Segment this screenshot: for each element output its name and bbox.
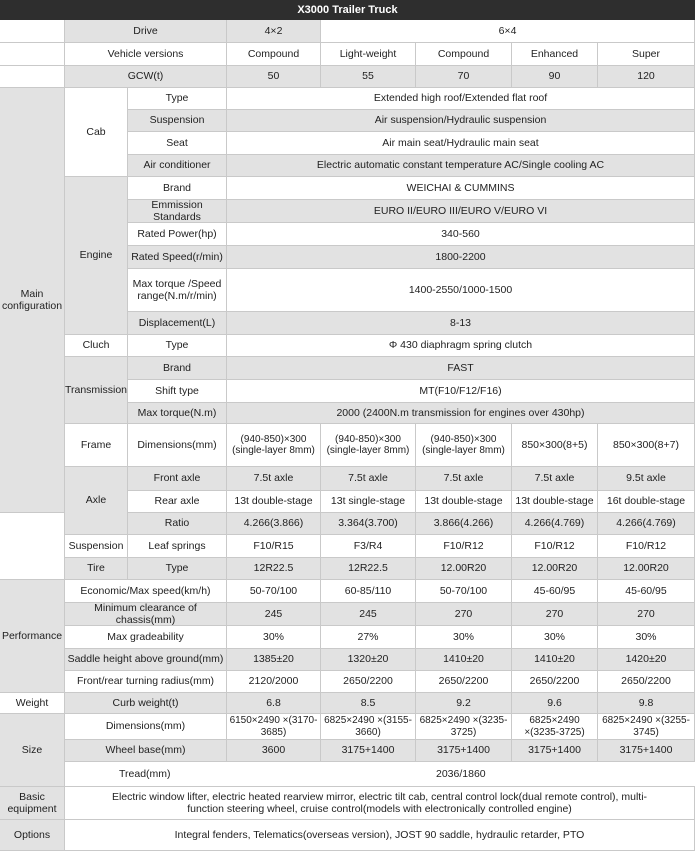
rated-power-value: 340-560 (227, 223, 695, 246)
suspension-label: Suspension (65, 535, 128, 558)
clutch-label: Cluch (65, 335, 128, 357)
size-dimensions-value: 6825×2490 ×(3155-3660) (321, 714, 416, 740)
clearance-value: 270 (416, 603, 512, 626)
front-axle-value: 7.5t axle (321, 467, 416, 491)
ratio-value: 4.266(3.866) (227, 513, 321, 535)
page-title: X3000 Trailer Truck (0, 0, 695, 20)
ratio-value: 4.266(4.769) (512, 513, 598, 535)
basic-equipment-value: Electric window lifter, electric heated rearview mirror, electric tilt cab, central control lock(dual remote control), multi-function steering wheel, cruise control(models with electronically controlled engine) (65, 787, 695, 820)
curb-weight-value: 9.8 (598, 693, 695, 714)
clutch-type-value: Φ 430 diaphragm spring clutch (227, 335, 695, 357)
curb-weight-value: 6.8 (227, 693, 321, 714)
gcw-value: 120 (598, 66, 695, 88)
speed-value: 50-70/100 (227, 580, 321, 603)
vehicle-versions-label: Vehicle versions (65, 43, 227, 66)
emission-label: Emmission Standards (128, 200, 227, 223)
tread-label: Tread(mm) (119, 767, 171, 780)
clearance-value: 245 (321, 603, 416, 626)
gcw-value: 50 (227, 66, 321, 88)
turning-radius-label: Front/rear turning radius(mm) (65, 671, 227, 693)
gradeability-value: 30% (512, 626, 598, 649)
tire-label: Tire (65, 558, 128, 580)
engine-torque-label: Max torque /Speed range(N.m/r/min) (128, 269, 227, 312)
front-axle-value: 7.5t axle (416, 467, 512, 491)
cab-suspension-label: Suspension (128, 110, 227, 132)
size-dimensions-label: Dimensions(mm) (65, 714, 227, 740)
speed-label: Economic/Max speed(km/h) (65, 580, 227, 603)
rated-speed-value: 1800-2200 (227, 246, 695, 269)
rear-axle-value: 16t double-stage (598, 491, 695, 513)
speed-value: 45-60/95 (512, 580, 598, 603)
rated-power-label: Rated Power(hp) (128, 223, 227, 246)
turning-radius-value: 2650/2200 (416, 671, 512, 693)
saddle-height-value: 1410±20 (416, 649, 512, 671)
engine-torque-value: 1400-2550/1000-1500 (227, 269, 695, 312)
engine-brand-label: Brand (128, 177, 227, 200)
size-label: Size (0, 714, 65, 787)
saddle-height-label: Saddle height above ground(mm) (65, 649, 227, 671)
options-label: Options (0, 820, 65, 851)
tire-type-label: Type (128, 558, 227, 580)
tire-type-value: 12.00R20 (416, 558, 512, 580)
cab-ac-label: Air conditioner (128, 155, 227, 177)
clutch-type-label: Type (128, 335, 227, 357)
vehicle-version: Light-weight (321, 43, 416, 66)
tread-row-content (65, 762, 695, 787)
drive-6x4: 6×4 (321, 20, 695, 43)
frame-dimensions-value: 850×300(8+5) (512, 424, 598, 467)
leaf-springs-value: F10/R12 (598, 535, 695, 558)
cab-label: Cab (65, 88, 128, 177)
drive-label: Drive (65, 20, 227, 43)
frame-dimensions-value: 850×300(8+7) (598, 424, 695, 467)
ratio-value: 4.266(4.769) (598, 513, 695, 535)
size-dimensions-value: 6825×2490 ×(3235-3725) (416, 714, 512, 740)
rated-speed-label: Rated Speed(r/min) (128, 246, 227, 269)
wheelbase-value: 3175+1400 (321, 740, 416, 762)
vehicle-version: Compound (416, 43, 512, 66)
frame-dimensions-value: (940-850)×300 (single-layer 8mm) (227, 424, 321, 467)
rear-axle-value: 13t double-stage (227, 491, 321, 513)
engine-brand-value: WEICHAI & CUMMINS (227, 177, 695, 200)
cab-seat-label: Seat (128, 132, 227, 155)
main-configuration-label: Main configuration (0, 88, 65, 513)
leaf-springs-value: F3/R4 (321, 535, 416, 558)
leaf-springs-value: F10/R12 (416, 535, 512, 558)
drive-4x2: 4×2 (227, 20, 321, 43)
gcw-value: 55 (321, 66, 416, 88)
clearance-label: Minimum clearance of chassis(mm) (65, 603, 227, 626)
blank-cell (0, 20, 65, 43)
gradeability-value: 30% (416, 626, 512, 649)
front-axle-value: 7.5t axle (227, 467, 321, 491)
transmission-torque-label: Max torque(N.m) (128, 403, 227, 424)
cab-ac-value: Electric automatic constant temperature AC/Single cooling AC (227, 155, 695, 177)
front-axle-label: Front axle (128, 467, 227, 491)
transmission-torque-value: 2000 (2400N.m transmission for engines over 430hp) (227, 403, 695, 424)
wheelbase-label: Wheel base(mm) (65, 740, 227, 762)
clearance-value: 270 (512, 603, 598, 626)
wheelbase-value: 3175+1400 (512, 740, 598, 762)
vehicle-version: Enhanced (512, 43, 598, 66)
blank-cell (0, 513, 65, 580)
turning-radius-value: 2120/2000 (227, 671, 321, 693)
speed-value: 60-85/110 (321, 580, 416, 603)
frame-dimensions-value: (940-850)×300 (single-layer 8mm) (321, 424, 416, 467)
transmission-brand-label: Brand (128, 357, 227, 380)
performance-label: Performance (0, 580, 65, 693)
ratio-label: Ratio (128, 513, 227, 535)
turning-radius-value: 2650/2200 (512, 671, 598, 693)
gcw-label: GCW(t) (65, 66, 227, 88)
emission-value: EURO II/EURO III/EURO V/EURO VI (227, 200, 695, 223)
gradeability-value: 30% (227, 626, 321, 649)
saddle-height-value: 1420±20 (598, 649, 695, 671)
curb-weight-value: 8.5 (321, 693, 416, 714)
tire-type-value: 12R22.5 (321, 558, 416, 580)
gradeability-value: 27% (321, 626, 416, 649)
basic-equipment-label: Basic equipment (0, 787, 65, 820)
rear-axle-value: 13t double-stage (512, 491, 598, 513)
saddle-height-value: 1320±20 (321, 649, 416, 671)
ratio-value: 3.364(3.700) (321, 513, 416, 535)
size-dimensions-value: 6150×2490 ×(3170-3685) (227, 714, 321, 740)
cab-suspension-value: Air suspension/Hydraulic suspension (227, 110, 695, 132)
gcw-value: 90 (512, 66, 598, 88)
ratio-value: 3.866(4.266) (416, 513, 512, 535)
transmission-brand-value: FAST (227, 357, 695, 380)
clearance-value: 270 (598, 603, 695, 626)
cab-type-value: Extended high roof/Extended flat roof (227, 88, 695, 110)
blank-cell (0, 43, 65, 66)
axle-label: Axle (65, 467, 128, 535)
front-axle-value: 7.5t axle (512, 467, 598, 491)
leaf-springs-value: F10/R12 (512, 535, 598, 558)
speed-value: 45-60/95 (598, 580, 695, 603)
blank-cell (0, 66, 65, 88)
transmission-label: Transmission (65, 357, 128, 424)
vehicle-version: Compound (227, 43, 321, 66)
rear-axle-label: Rear axle (128, 491, 227, 513)
wheelbase-value: 3175+1400 (598, 740, 695, 762)
turning-radius-value: 2650/2200 (598, 671, 695, 693)
speed-value: 50-70/100 (416, 580, 512, 603)
engine-label: Engine (65, 177, 128, 335)
curb-weight-value: 9.2 (416, 693, 512, 714)
vehicle-version: Super (598, 43, 695, 66)
curb-weight-value: 9.6 (512, 693, 598, 714)
leaf-springs-label: Leaf springs (128, 535, 227, 558)
front-axle-value: 9.5t axle (598, 467, 695, 491)
gradeability-label: Max gradeability (65, 626, 227, 649)
wheelbase-value: 3175+1400 (416, 740, 512, 762)
shift-type-label: Shift type (128, 380, 227, 403)
tire-type-value: 12.00R20 (512, 558, 598, 580)
cab-type-label: Type (128, 88, 227, 110)
turning-radius-value: 2650/2200 (321, 671, 416, 693)
displacement-value: 8-13 (227, 312, 695, 335)
saddle-height-value: 1385±20 (227, 649, 321, 671)
weight-label: Weight (0, 693, 65, 714)
frame-dimensions-label: Dimensions(mm) (128, 424, 227, 467)
rear-axle-value: 13t double-stage (416, 491, 512, 513)
size-dimensions-value: 6825×2490 ×(3255-3745) (598, 714, 695, 740)
tread-value: 2036/1860 (436, 767, 486, 780)
gcw-value: 70 (416, 66, 512, 88)
tire-type-value: 12.00R20 (598, 558, 695, 580)
size-dimensions-value: 6825×2490 ×(3235-3725) (512, 714, 598, 740)
clearance-value: 245 (227, 603, 321, 626)
frame-dimensions-value: (940-850)×300 (single-layer 8mm) (416, 424, 512, 467)
frame-label: Frame (65, 424, 128, 467)
wheelbase-value: 3600 (227, 740, 321, 762)
saddle-height-value: 1410±20 (512, 649, 598, 671)
cab-seat-value: Air main seat/Hydraulic main seat (227, 132, 695, 155)
displacement-label: Displacement(L) (128, 312, 227, 335)
tire-type-value: 12R22.5 (227, 558, 321, 580)
curb-weight-label: Curb weight(t) (65, 693, 227, 714)
rear-axle-value: 13t single-stage (321, 491, 416, 513)
gradeability-value: 30% (598, 626, 695, 649)
options-value: Integral fenders, Telematics(overseas version), JOST 90 saddle, hydraulic retarder, PTO (65, 820, 695, 851)
shift-type-value: MT(F10/F12/F16) (227, 380, 695, 403)
leaf-springs-value: F10/R15 (227, 535, 321, 558)
